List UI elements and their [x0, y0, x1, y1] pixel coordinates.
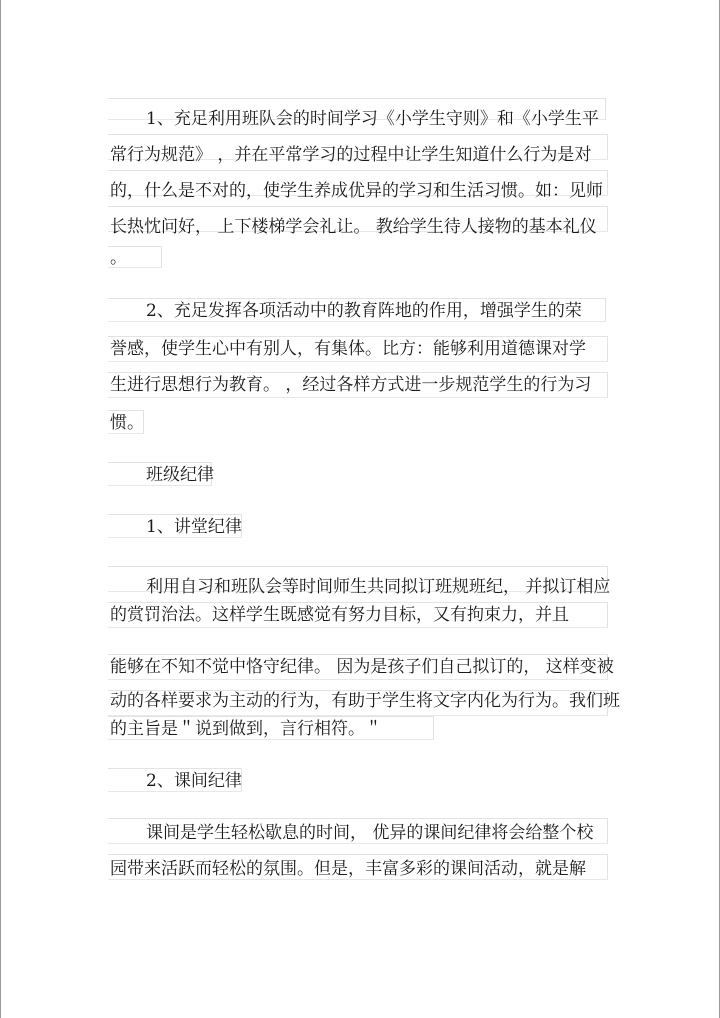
- paragraph-line: 长热忱问好， 上下楼梯学会礼让。 教给学生待人接物的基本礼仪: [110, 217, 597, 237]
- section-heading: 班级纪律: [146, 465, 214, 485]
- paragraph-line: 常行为规范》 ，并在平常学习的过程中让学生知道什么行为是对: [110, 145, 592, 165]
- paragraph-line: 。: [110, 248, 127, 268]
- paragraph-line: 能够在不知不觉中恪守纪律。 因为是孩子们自己拟订的， 这样变被: [110, 657, 614, 677]
- paragraph-line: 园带来活跃而轻松的氛围。但是，丰富多彩的课间活动，就是解: [110, 859, 586, 879]
- paragraph-line: 惯。: [110, 413, 144, 433]
- page-border-left: [0, 0, 1, 1018]
- paragraph-line: 2、充足发挥各项活动中的教育阵地的作用，增强学生的荣: [146, 301, 582, 321]
- paragraph-line: 的主旨是＂说到做到，言行相符。＂: [110, 719, 382, 739]
- paragraph-line: 动的各样要求为主动的行为，有助于学生将文字内化为行为。我们班: [110, 691, 620, 711]
- paragraph-line: 课间是学生轻松歇息的时间， 优异的课间纪律将会给整个校: [146, 823, 594, 843]
- paragraph-line: 的，什么是不对的，使学生养成优异的学习和生活习惯。如：见师: [110, 181, 603, 201]
- paragraph-line: 的赏罚治法。这样学生既感觉有努力目标，又有拘束力，并且: [110, 605, 569, 625]
- paragraph-line: 1、充足利用班队会的时间学习《小学生守则》和《小学生平: [146, 109, 599, 129]
- subsection-heading: 2、课间纪律: [146, 771, 242, 791]
- paragraph-line: 利用自习和班队会等时间师生共同拟订班规班纪， 并拟订相应: [146, 577, 611, 597]
- paragraph-line: 生进行思想行为教育。 ，经过各样方式进一步规范学生的行为习: [110, 375, 592, 395]
- subsection-heading: 1、讲堂纪律: [146, 517, 242, 537]
- paragraph-line: 誉感，使学生心中有别人，有集体。比方：能够利用道德课对学: [110, 339, 586, 359]
